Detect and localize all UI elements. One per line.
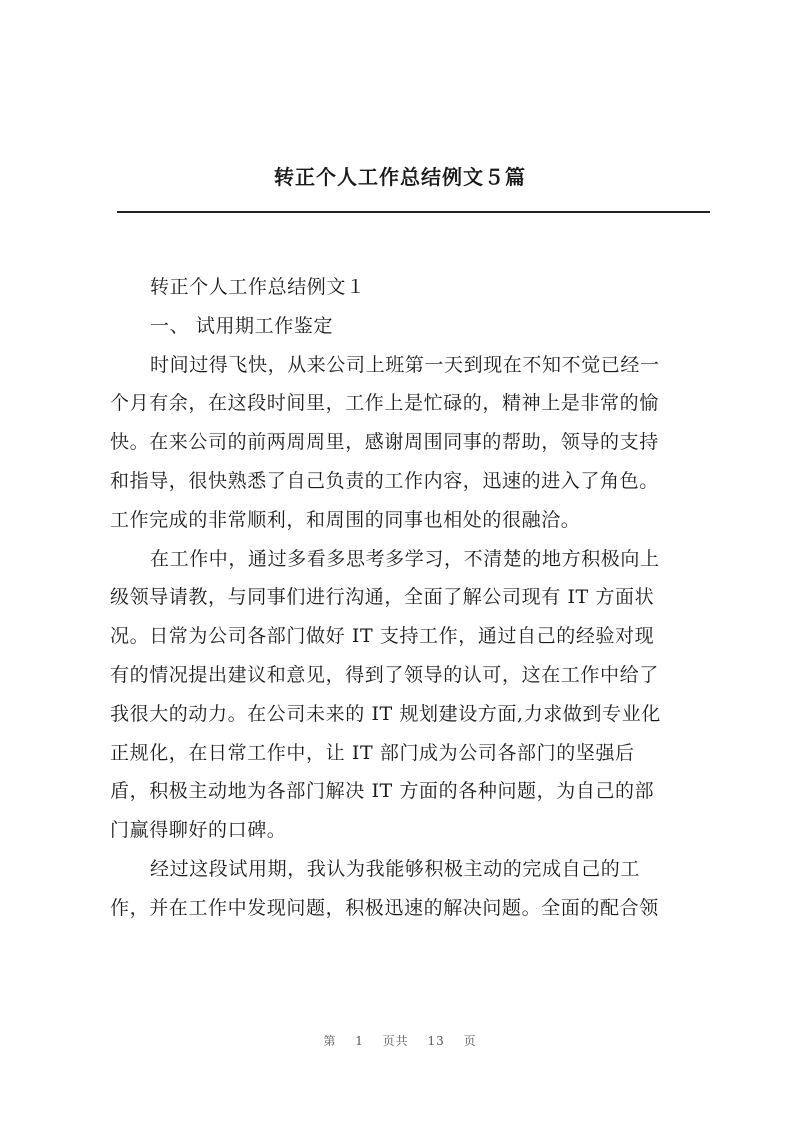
title-divider: [117, 211, 710, 213]
paragraph-line: 级领导请教，与同事们进行沟通，全面了解公司现有 IT 方面状: [110, 586, 655, 609]
section-heading: 转正个人工作总结例文１: [150, 276, 366, 298]
paragraph-line: 和指导，很快熟悉了自己负责的工作内容，迅速的进入了角色。: [110, 469, 659, 492]
paragraph-line: 我很大的动力。在公司未来的 IT 规划建设方面,力求做到专业化: [110, 702, 661, 725]
document-body: [110, 268, 710, 928]
paragraph-line: 在工作中，通过多看多思考多学习，不清楚的地方积极向上: [150, 547, 660, 570]
paragraph-line: 个月有余，在这段时间里，工作上是忙碌的，精神上是非常的愉: [110, 392, 659, 415]
paragraph-line: 盾，积极主动地为各部门解决 IT 方面的各种问题，为自己的部: [110, 780, 655, 803]
document-title: 转正个人工作总结例文５篇: [274, 165, 526, 189]
footer-middle: 页共: [382, 1034, 409, 1048]
footer-total-pages: 13: [427, 1034, 445, 1048]
paragraph-line: 经过这段试用期，我认为我能够积极主动的完成自己的工: [150, 857, 641, 880]
footer-page-number: 1: [355, 1034, 364, 1048]
paragraph-line: 时间过得飞快，从来公司上班第一天到现在不知不觉已经一: [150, 353, 660, 376]
footer-suffix: 页: [463, 1034, 477, 1048]
subsection-heading: 一、 试用期工作鉴定: [150, 314, 334, 337]
paragraph-line: 正规化，在日常工作中，让 IT 部门成为公司各部门的坚强后: [110, 741, 635, 764]
paragraph-line: 作，并在工作中发现问题，积极迅速的解决问题。全面的配合领: [110, 896, 659, 919]
paragraph-line: 门赢得聊好的口碑。: [110, 819, 287, 842]
paragraph-line: 快。在来公司的前两周周里，感谢周围同事的帮助，领导的支持: [110, 431, 659, 454]
footer-prefix: 第: [323, 1034, 337, 1048]
paragraph-line: 有的情况提出建议和意见，得到了领导的认可，这在工作中给了: [110, 663, 659, 686]
paragraph-line: 况。日常为公司各部门做好 IT 支持工作，通过自己的经验对现: [110, 625, 655, 648]
page-footer: [0, 1032, 800, 1049]
paragraph-line: 工作完成的非常顺利，和周围的同事也相处的很融洽。: [110, 508, 581, 531]
